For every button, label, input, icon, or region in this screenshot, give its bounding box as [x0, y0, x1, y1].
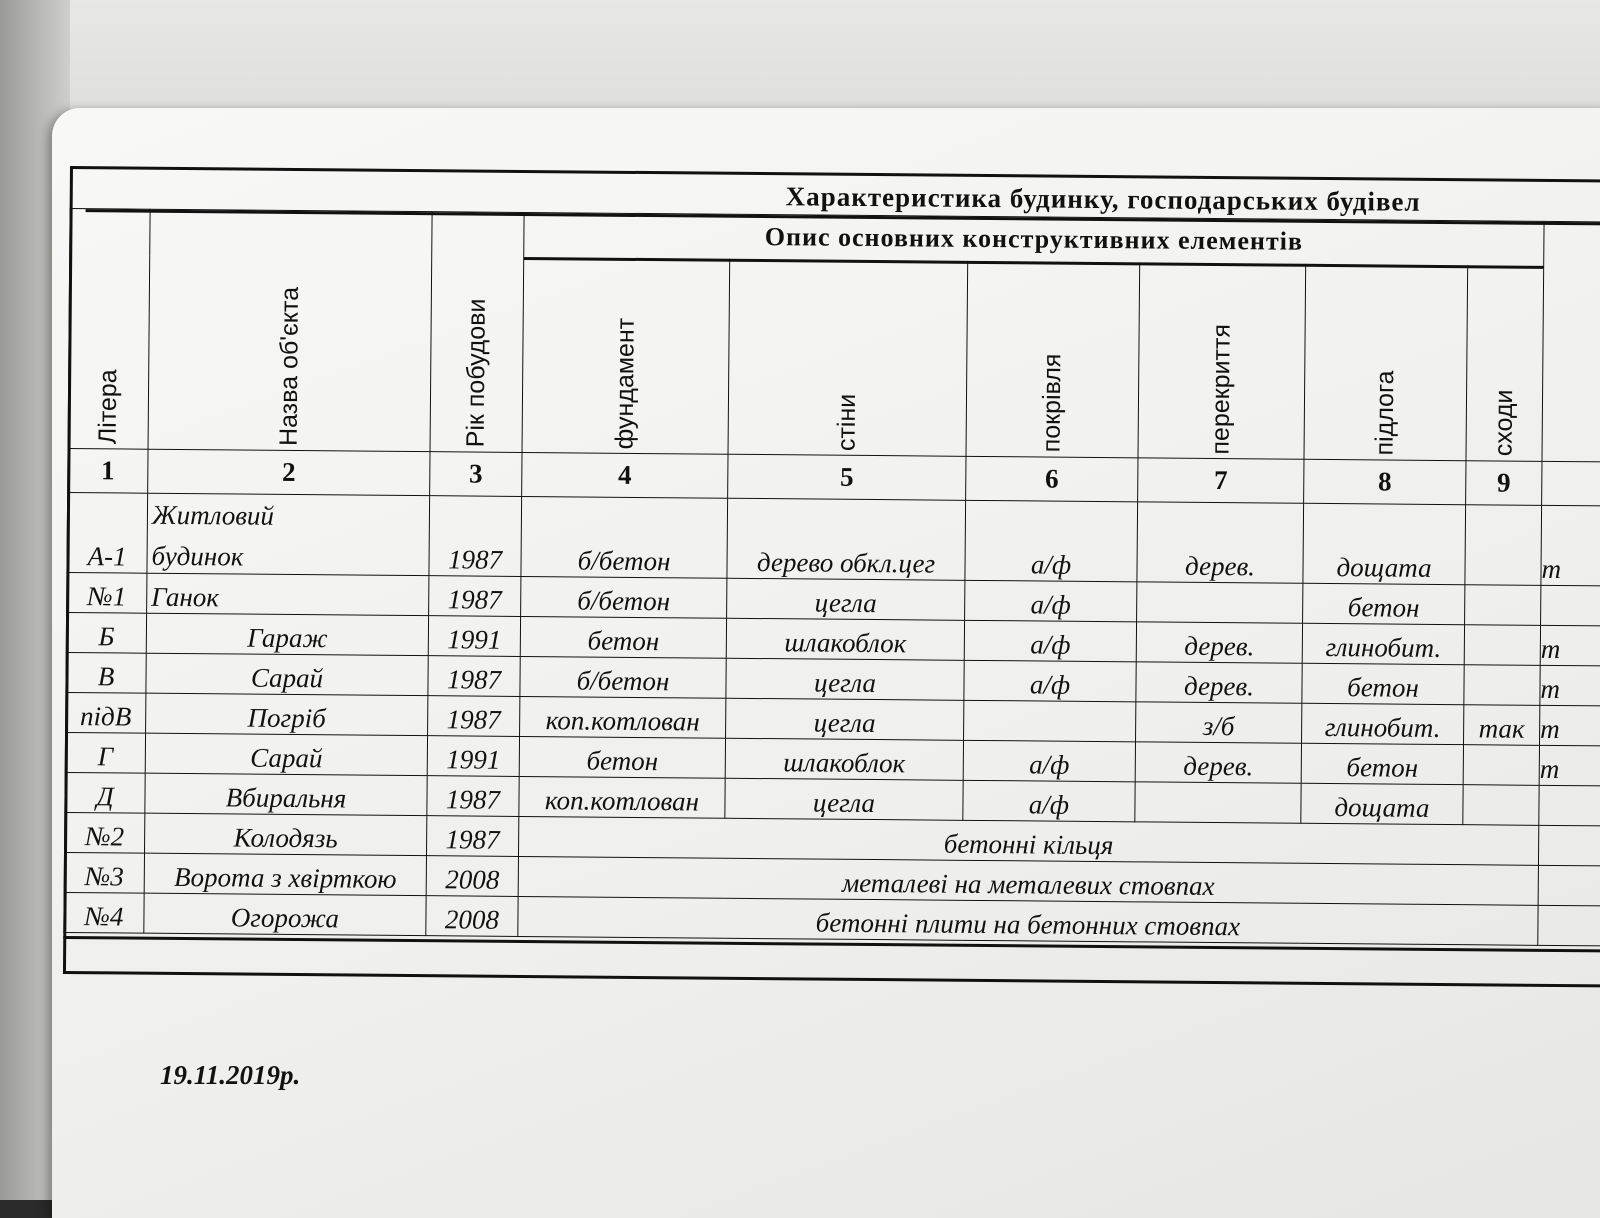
header-ceiling: перекриття	[1138, 264, 1306, 459]
table-row: Д Вбиральня 1987 коп.котлован цегла а/ф дощата	[65, 772, 1600, 825]
header-group-elements: Опис основних конструктивних елементів	[524, 212, 1544, 267]
header-litera: Літера	[68, 209, 150, 450]
table-row: В Сарай 1987 б/бетон цегла а/ф дерев. бетон т	[66, 652, 1600, 705]
table-row-merged: №4 Огорожа 2008 бетонні плити на бетонних стовпах	[64, 892, 1600, 945]
table-row-merged: №3 Ворота з хвірткою 2008 металеві на металевих стовпах	[64, 852, 1600, 905]
header-year: Рік побудови	[430, 212, 524, 453]
table-row: А-1 Житловий будинок 1987 б/бетон дерево обкл.цег а/ф дерев. дощата т	[67, 492, 1600, 585]
header-name: Назва об'єкта	[148, 209, 432, 451]
document-date: 19.11.2019р.	[160, 1060, 301, 1090]
column-number-row: 1 2 3 4 5 6 7 8 9	[68, 448, 1600, 505]
table-row-merged: №2 Колодязь 1987 бетонні кільця	[65, 812, 1600, 865]
document-title: Характеристика будинку, господарських будівел	[785, 181, 1421, 217]
header-foundation: фундамент	[522, 258, 730, 454]
table-row: підВ Погріб 1987 коп.котлован цегла з/б глинобит. так т	[66, 692, 1600, 745]
characteristics-table	[63, 208, 1600, 946]
header-floor: підлога	[1304, 265, 1468, 460]
header-stairs: сходи	[1466, 267, 1544, 462]
table-row: №1 Ганок 1987 б/бетон цегла а/ф бетон	[67, 572, 1600, 625]
document-form	[63, 166, 1600, 1000]
table-row: Б Гараж 1991 бетон шлакоблок а/ф дерев. глинобит. т	[66, 612, 1600, 665]
table-row: Г Сарай 1991 бетон шлакоблок а/ф дерев. бетон т	[65, 732, 1600, 785]
header-walls: стіни	[728, 260, 968, 456]
header-roof: покрівля	[966, 262, 1140, 457]
header-extra	[1542, 221, 1600, 462]
